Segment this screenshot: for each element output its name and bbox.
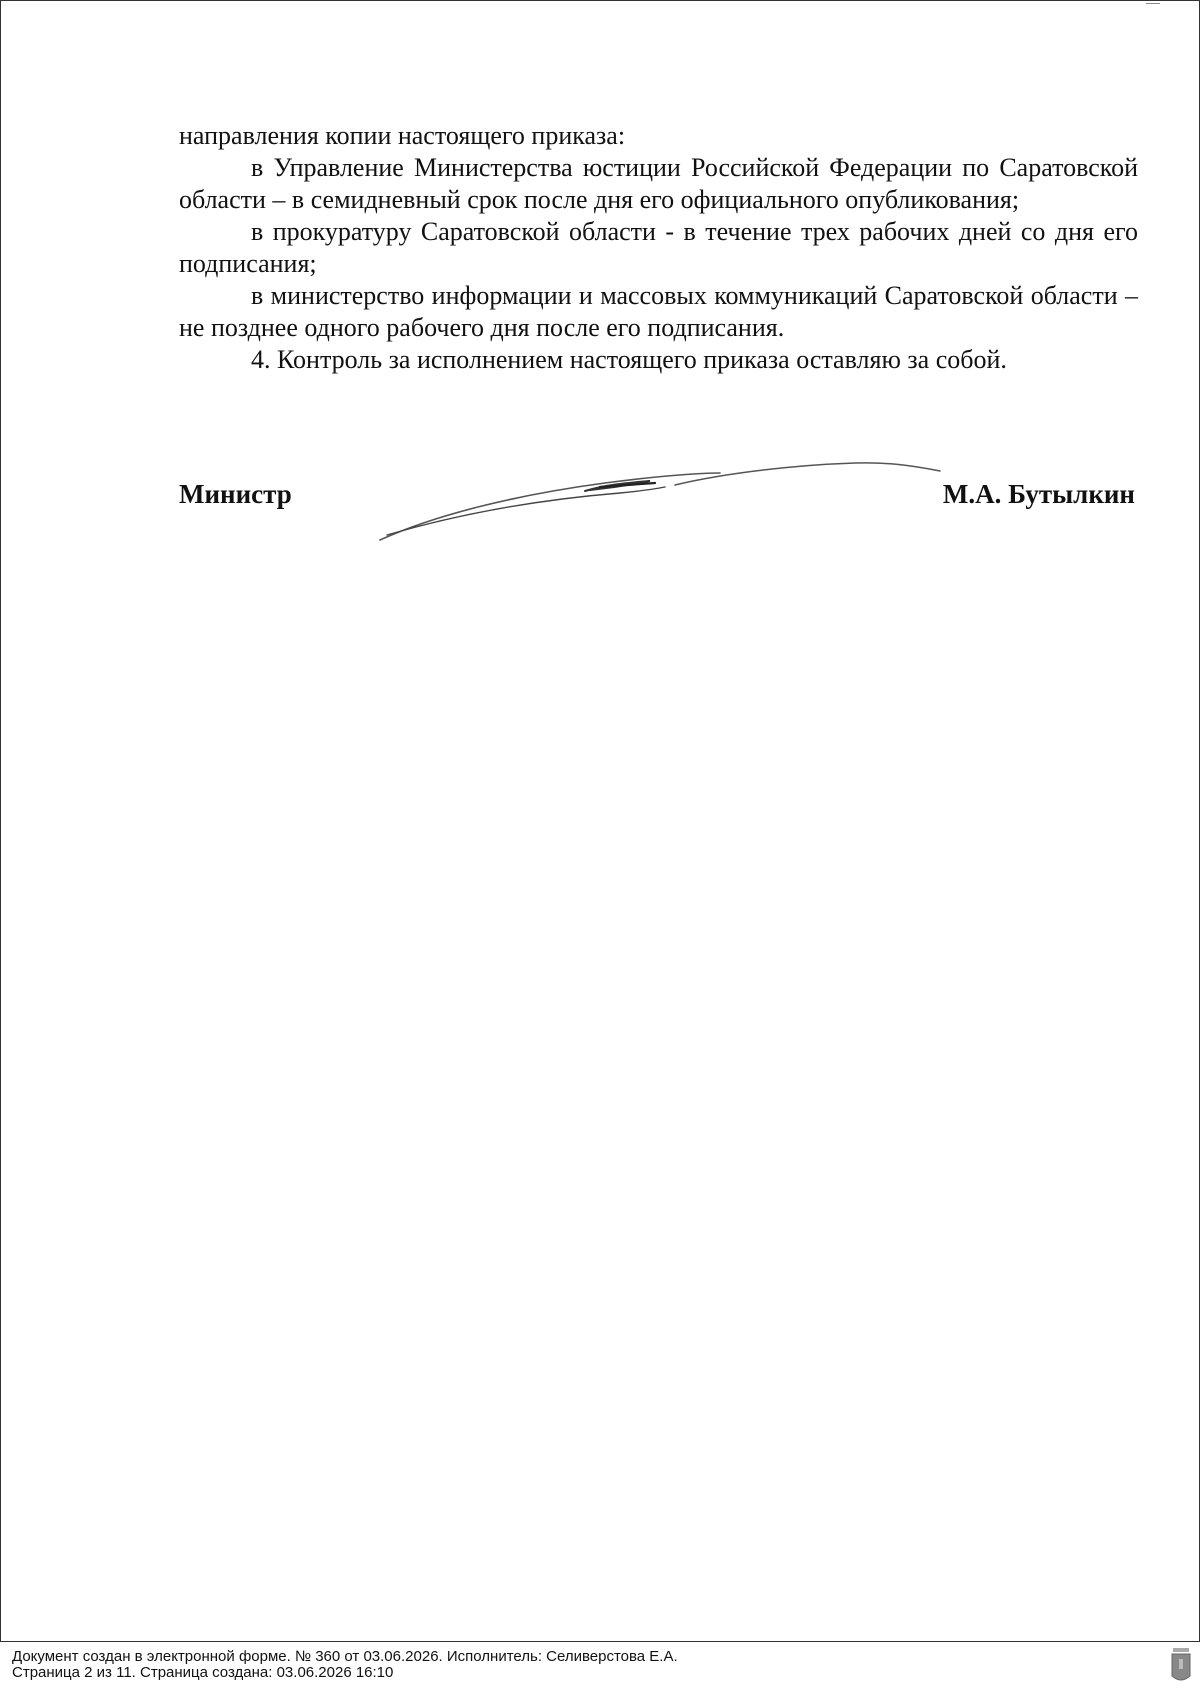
- document-footer: [0, 1641, 1200, 1699]
- signatory-position: Министр: [179, 479, 292, 509]
- footer-line-page-info: Страница 2 из 11. Страница создана: 03.06.2026 16:10: [12, 1664, 394, 1681]
- paragraph-prosecutor: в прокуратуру Саратовской области - в течение трех рабочих дней со дня его подписания;: [179, 217, 1138, 278]
- paragraph-continuation: направления копии настоящего приказа:: [179, 121, 626, 150]
- coat-of-arms-icon: [1170, 1646, 1192, 1686]
- paragraph-justice-ministry: в Управление Министерства юстиции Российской Федерации по Саратовской области – в семидневный срок после дня его официального опубликования;: [179, 153, 1138, 214]
- document-body: [179, 120, 1138, 376]
- page-corner-mark: [1146, 0, 1160, 4]
- paragraph-information-ministry: в министерство информации и массовых коммуникаций Саратовской области – не позднее одного рабочего дня после его подписания.: [179, 281, 1138, 342]
- signatory-name: М.А. Бутылкин: [942, 479, 1135, 509]
- footer-text: [12, 1649, 678, 1681]
- footer-line-document-info: Документ создан в электронной форме. № 360 от 03.06.2026. Исполнитель: Селиверстова Е.А.: [12, 1648, 678, 1665]
- handwritten-signature: [375, 455, 945, 545]
- paragraph-control-clause: 4. Контроль за исполнением настоящего приказа оставляю за собой.: [251, 345, 1007, 374]
